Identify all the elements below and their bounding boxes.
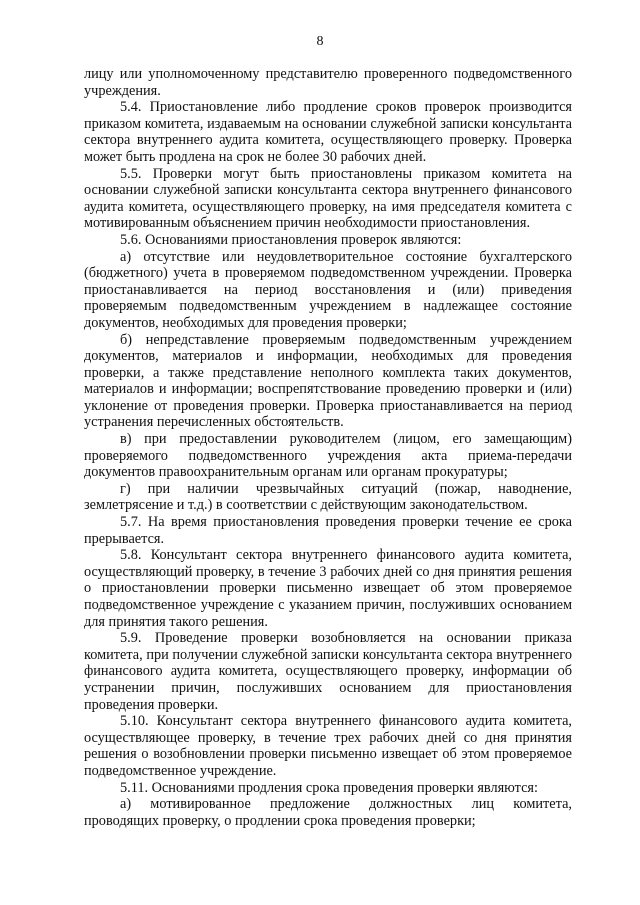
paragraph-5-7: 5.7. На время приостановления проведения проверки течение ее срока прерывается. [84,514,572,547]
paragraph-5-9: 5.9. Проведение проверки возобновляется на основании приказа комитета, при получении служебной записки консультанта сектора внутреннего финансового аудита комитета, осуществляющего проверку, информации об устранении причин, послуживших основанием для приостановления проведения проверки. [84,630,572,713]
paragraph-5-6-v: в) при предоставлении руководителем (лицом, его замещающим) проверяемого подведомственного учреждения акта приема-передачи документов правоохранительным органам или органам прокуратуры; [84,431,572,481]
document-body [84,66,572,829]
paragraph-5-8: 5.8. Консультант сектора внутреннего финансового аудита комитета, осуществляющий проверку, в течение 3 рабочих дней со дня принятия решения о приостановлении проверки письменно извещает об этом проверяемое подведомственное учреждение с указанием причин, послуживших основанием для принятия такого решения. [84,547,572,630]
paragraph-continuation: лицу или уполномоченному представителю проверенного подведомственного учреждения. [84,66,572,99]
paragraph-5-6-a: а) отсутствие или неудовлетворительное состояние бухгалтерского (бюджетного) учета в проверяемом подведомственном учреждении. Проверка приостанавливается на период восстановления и (или) приведения проверяемым подведомственным учреждением в надлежащее состояние документов, необходимых для проведения проверки; [84,248,572,331]
paragraph-5-6-g: г) при наличии чрезвычайных ситуаций (пожар, наводнение, землетрясение и т.д.) в соответствии с действующим законодательством. [84,480,572,514]
page-number: 8 [316,34,324,49]
paragraph-5-11: 5.11. Основаниями продления срока проведения проверки являются: [120,779,538,796]
paragraph-5-10: 5.10. Консультант сектора внутреннего финансового аудита комитета, осуществляющее проверку, в течение трех рабочих дней со дня принятия решения о возобновлении проверки письменно извещает об этом проверяемое подведомственное учреждение. [84,713,572,779]
paragraph-5-11-a: а) мотивированное предложение должностных лиц комитета, проводящих проверку, о продлении срока проведения проверки; [84,796,572,829]
paragraph-5-6: 5.6. Основаниями приостановления проверок являются: [120,231,462,248]
paragraph-5-4: 5.4. Приостановление либо продление сроков проверок производится приказом комитета, издаваемым на основании служебной записки консультанта сектора внутреннего аудита комитета, осуществляющего проверку. Проверка может быть продлена на срок не более 30 рабочих дней. [84,99,572,165]
paragraph-5-6-b: б) непредставление проверяемым подведомственным учреждением документов, материалов и информации, необходимых для проведения проверки, а также представление неполного комплекта таких документов, материалов и информации; воспрепятствование проведению проверки и (или) уклонение от проведения проверки. Проверка приостанавливается на период устранения перечисленных обстоятельств. [84,331,572,431]
paragraph-5-5: 5.5. Проверки могут быть приостановлены приказом комитета на основании служебной записки консультанта сектора внутреннего финансового аудита комитета, осуществляющего проверку, на имя председателя комитета с мотивированным объяснением причин необходимости приостановления. [84,165,572,232]
